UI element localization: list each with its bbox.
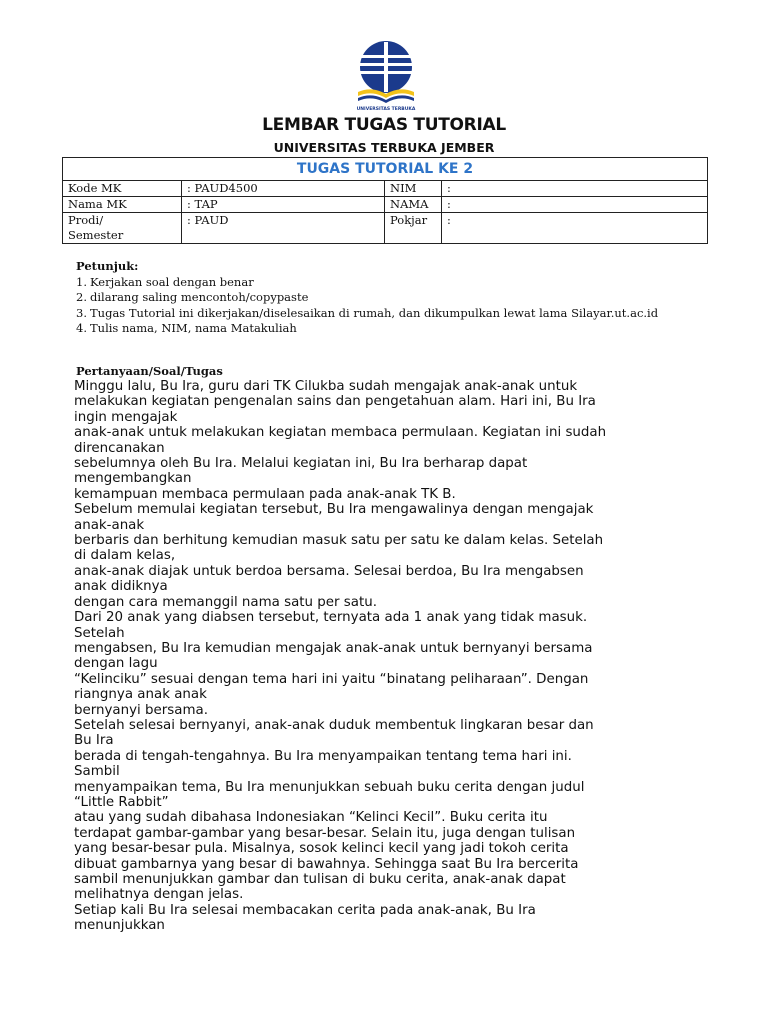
document-subtitle: UNIVERSITAS TERBUKA JEMBER (273, 140, 495, 155)
item-number: 3. (76, 305, 87, 320)
body-line: riangnya anak anak (74, 687, 207, 703)
body-line: atau yang sudah dibahasa Indonesiakan “Kelinci Kecil”. Buku cerita itu (74, 810, 548, 826)
body-line: anak-anak untuk melakukan kegiatan membaca permulaan. Kegiatan ini sudah (74, 425, 607, 441)
table-row (63, 213, 708, 244)
item-text: Tugas Tutorial ini dikerjakan/diselesaikan di rumah, dan dikumpulkan lewat lama Silayar.ut.ac.id (90, 305, 659, 320)
label-kode-mk: Kode MK (63, 181, 182, 197)
list-item (76, 275, 694, 291)
body-line: sebelumnya oleh Bu Ira. Melalui kegiatan ini, Bu Ira berharap dapat (74, 456, 528, 472)
body-line: kemampuan membaca permulaan pada anak-anak TK B. (74, 486, 456, 502)
body-line: menyampaikan tema, Bu Ira menunjukkan sebuah buku cerita dengan judul (74, 779, 585, 795)
item-text: dilarang saling mencontoh/copypaste (90, 290, 309, 304)
instructions-section (76, 259, 694, 337)
value-nama-mk: : TAP (182, 197, 385, 213)
body-line: Bu Ira (74, 733, 114, 749)
label-prodi-semester (63, 213, 182, 244)
list-item (76, 306, 694, 322)
label-pokjar: Pokjar (385, 213, 442, 244)
body-line: Minggu lalu, Bu Ira, guru dari TK Cilukba sudah mengajak anak-anak untuk (74, 379, 578, 394)
body-line: mengembangkan (74, 471, 192, 487)
body-line: Dari 20 anak yang diabsen tersebut, ternyata ada 1 anak yang tidak masuk. (74, 610, 588, 626)
label-semester: Semester (68, 228, 124, 242)
value-nama: : (442, 197, 708, 213)
questions-label: Pertanyaan/Soal/Tugas (76, 364, 223, 378)
body-line: Sebelum memulai kegiatan tersebut, Bu Ira mengawalinya dengan mengajak (74, 502, 594, 518)
assignment-heading: TUGAS TUTORIAL KE 2 (63, 158, 708, 181)
body-line: anak didiknya (74, 579, 168, 595)
item-number: 4. (76, 321, 87, 335)
label-nama: NAMA (385, 197, 442, 213)
body-line: mengabsen, Bu Ira kemudian mengajak anak-anak untuk bernyanyi bersama (74, 640, 593, 656)
item-text: Tulis nama, NIM, nama Matakuliah (90, 321, 297, 335)
list-item (76, 290, 694, 306)
instructions-label: Petunjuk: (76, 259, 139, 273)
label-nama-mk: Nama MK (63, 197, 182, 213)
body-line: dengan lagu (74, 656, 158, 672)
body-line: menunjukkan (74, 918, 165, 934)
question-body (74, 379, 704, 934)
body-line: yang besar-besar pula. Misalnya, sosok kelinci kecil yang jadi tokoh cerita (74, 841, 569, 857)
logo-caption: UNIVERSITAS TERBUKA (356, 107, 416, 112)
body-line: sambil menunjukkan gambar dan tulisan di buku cerita, anak-anak dapat (74, 872, 566, 887)
body-line: direncanakan (74, 440, 165, 456)
body-line: melakukan kegiatan pengenalan sains dan pengetahuan alam. Hari ini, Bu Ira (74, 394, 596, 410)
body-line: Setelah selesai bernyanyi, anak-anak duduk membentuk lingkaran besar dan (74, 717, 594, 733)
label-prodi: Prodi/ (68, 213, 104, 227)
body-line: terdapat gambar-gambar yang besar-besar. Selain itu, juga dengan tulisan (74, 825, 576, 841)
body-line: melihatnya dengan jelas. (74, 887, 244, 903)
instructions-list (76, 275, 694, 337)
body-line: “Little Rabbit” (74, 794, 169, 810)
table-row (63, 181, 708, 197)
table-heading-row (63, 158, 708, 181)
body-line: Sambil (74, 764, 120, 780)
body-line: berbaris dan berhitung kemudian masuk satu per satu ke dalam kelas. Setelah (74, 533, 604, 549)
body-line: Setiap kali Bu Ira selesai membacakan cerita pada anak-anak, Bu Ira (74, 902, 536, 918)
body-line: bernyanyi bersama. (74, 702, 208, 718)
value-kode-mk: : PAUD4500 (182, 181, 385, 197)
course-info-table (62, 157, 708, 244)
university-logo (350, 38, 422, 118)
body-line: dengan cara memanggil nama satu per satu. (74, 594, 377, 610)
body-line: di dalam kelas, (74, 548, 176, 564)
body-line: berada di tengah-tengahnya. Bu Ira menyampaikan tentang tema hari ini. (74, 748, 572, 764)
item-text: Kerjakan soal dengan benar (90, 274, 254, 289)
value-nim: : (442, 181, 708, 197)
body-line: dibuat gambarnya yang besar di bawahnya. Sehingga saat Bu Ira bercerita (74, 856, 579, 872)
value-pokjar: : (442, 213, 708, 244)
body-line: anak-anak diajak untuk berdoa bersama. Selesai berdoa, Bu Ira mengabsen (74, 563, 584, 579)
list-item (76, 321, 694, 337)
label-nim: NIM (385, 181, 442, 197)
body-line: “Kelinciku” sesuai dengan tema hari ini yaitu “binatang peliharaan”. Dengan (74, 671, 589, 687)
item-number: 2. (76, 290, 87, 304)
university-emblem-icon (350, 38, 422, 118)
body-line: anak-anak (74, 517, 145, 533)
table-row (63, 197, 708, 213)
document-title: LEMBAR TUGAS TUTORIAL (262, 115, 506, 135)
value-prodi: : PAUD (182, 213, 385, 244)
body-line: Setelah (74, 625, 125, 641)
item-number: 1. (76, 274, 87, 289)
body-line: ingin mengajak (74, 409, 178, 425)
